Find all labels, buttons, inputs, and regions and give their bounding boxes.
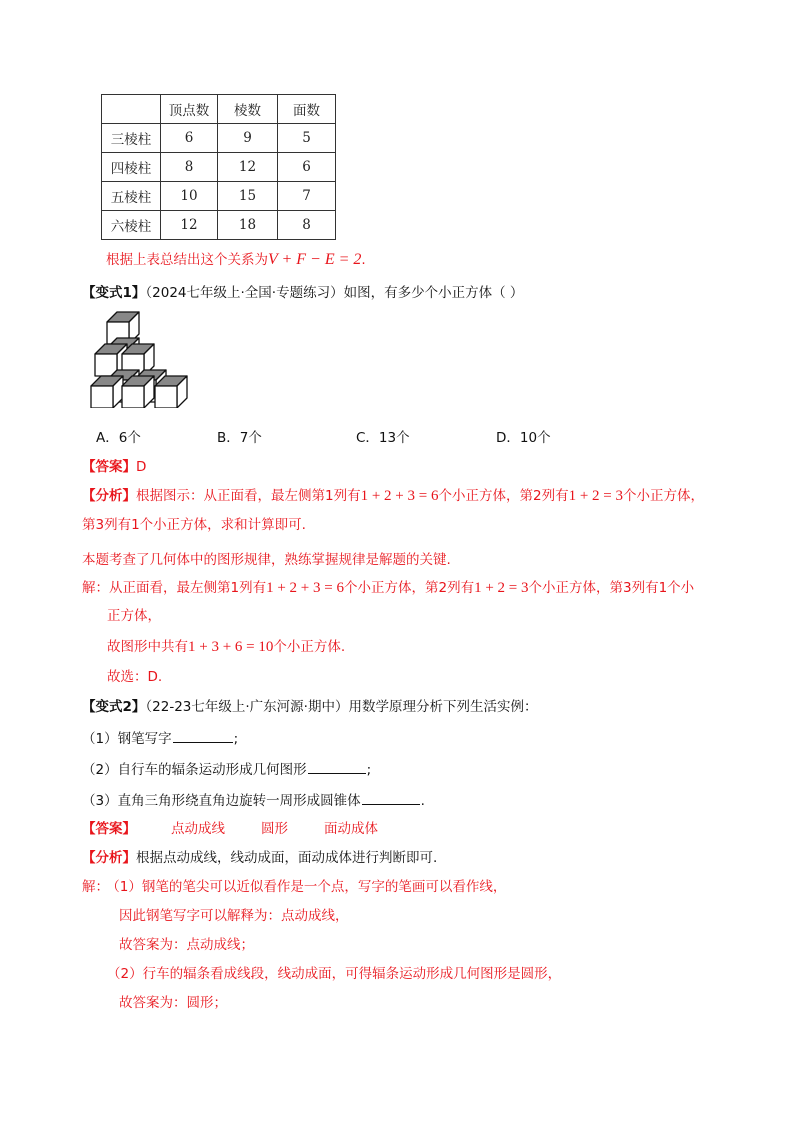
q2-item-text: （2）自行车的辐条运动形成几何图形 [82, 762, 307, 778]
q1-option-a: A．6个 [96, 430, 141, 446]
table-row [102, 124, 336, 153]
q2-solution-line2: 因此钢笔写字可以解释为：点动成线， [119, 908, 349, 924]
summary-end: . [361, 252, 366, 268]
q1-option-b: B．7个 [217, 430, 262, 446]
table-cell: 12 [218, 153, 278, 182]
table-header-cell [102, 95, 161, 124]
table-cell: 六棱柱 [102, 211, 161, 240]
q1-solution-text: 个小正方体. [273, 639, 346, 655]
q2-item-end: ; [366, 762, 372, 778]
q1-stem: 如图，有多少个小正方体（ ） [343, 285, 524, 301]
table-cell: 18 [218, 211, 278, 240]
q1-analysis-text: 个小正方体，第2列有 [438, 488, 569, 504]
q2-analysis-text: 根据点动成线，线动成面，面动成体进行判断即可. [136, 850, 438, 866]
q1-solution-text: 个小正方体，第2列有 [343, 580, 475, 596]
q2-item-text: （1）钢笔写字 [82, 731, 172, 747]
q1-answer: D [136, 459, 147, 475]
q1-solution-formula: 1 + 2 + 3 = 6 [266, 580, 344, 596]
q1-analysis-text: 根据图示：从正面看，最左侧第1列有 [136, 488, 361, 504]
q1-answer-line [82, 457, 146, 477]
q1-analysis-text: 个小正方体， [623, 488, 704, 504]
q1-analysis-tag: 【分析】 [82, 488, 136, 504]
q1-analysis-formula: 1 + 2 + 3 = 6 [360, 488, 439, 504]
table-cell: 五棱柱 [102, 182, 161, 211]
q2-answer-tag: 【答案】 [82, 821, 136, 837]
table-row [102, 182, 336, 211]
q2-item-end: . [420, 793, 425, 809]
summary-line [106, 250, 366, 270]
q2-solution-line3: 故答案为：点动成线； [119, 937, 254, 953]
q2-answer-2: 圆形 [261, 821, 288, 837]
q2-tag: 【变式2】 [82, 699, 146, 715]
q1-solution-formula: 1 + 2 = 3 [474, 580, 529, 596]
table-header-row [102, 95, 336, 124]
q2-source: （22-23七年级上·广东河源·期中） [145, 699, 349, 715]
q1-analysis-line1 [82, 486, 704, 506]
q1-solution-text: 从正面看，最左侧第1列有 [109, 580, 267, 596]
q1-solution-text: 故图形中共有 [107, 639, 188, 655]
summary-formula: V + F − E = 2 [268, 251, 362, 268]
q1-header [82, 283, 523, 303]
q2-item-3 [82, 790, 425, 811]
q1-solution-line3 [107, 637, 345, 657]
q1-option-d: D．10个 [496, 430, 551, 446]
table-cell: 5 [278, 124, 336, 153]
table-cell: 6 [161, 124, 218, 153]
q2-solution-line5: 故答案为：圆形； [119, 995, 227, 1011]
q2-analysis-tag: 【分析】 [82, 850, 136, 866]
q2-analysis-line [82, 848, 437, 868]
q1-analysis-line3: 本题考查了几何体中的图形规律，熟练掌握规律是解题的关键. [82, 552, 451, 568]
q2-item-end: ; [233, 731, 239, 747]
table-cell: 8 [278, 211, 336, 240]
table-cell: 6 [278, 153, 336, 182]
q2-item-text: （3）直角三角形绕直角边旋转一周形成圆锥体 [82, 793, 361, 809]
table-cell: 四棱柱 [102, 153, 161, 182]
answer-blank [173, 728, 233, 743]
q1-tag: 【变式1】 [82, 285, 146, 301]
q1-solution-line2: 正方体， [107, 608, 161, 624]
q1-solution-formula: 1 + 3 + 6 = 10 [188, 639, 274, 655]
table-cell: 三棱柱 [102, 124, 161, 153]
table-row [102, 211, 336, 240]
q2-answer-1: 点动成线 [171, 821, 225, 837]
prism-table [101, 94, 336, 240]
q2-solution-tag: 解： [82, 879, 109, 895]
q2-item-1 [82, 728, 238, 749]
q2-answer-3: 面动成体 [324, 821, 378, 837]
table-header-cell: 棱数 [218, 95, 278, 124]
table-header-cell: 顶点数 [161, 95, 218, 124]
q2-item-2 [82, 759, 371, 780]
q1-solution-text: 个小正方体，第3列有1个小 [528, 580, 695, 596]
summary-text: 根据上表总结出这个关系为 [106, 252, 268, 268]
q2-stem: 用数学原理分析下列生活实例： [348, 699, 538, 715]
q2-answer-line [82, 819, 136, 839]
cube-bottom-middle [122, 376, 154, 408]
table-cell: 12 [161, 211, 218, 240]
table-cell: 15 [218, 182, 278, 211]
table-cell: 10 [161, 182, 218, 211]
cube-bottom-right [155, 376, 187, 408]
table-cell: 7 [278, 182, 336, 211]
q1-option-c: C．13个 [356, 430, 410, 446]
q2-header [82, 697, 537, 717]
q1-solution-line4: 故选：D. [107, 669, 163, 685]
answer-blank [362, 790, 420, 805]
table-cell: 9 [218, 124, 278, 153]
q1-analysis-formula: 1 + 2 = 3 [568, 488, 623, 504]
q2-solution-line1 [82, 877, 506, 897]
cube-stack-figure [89, 310, 201, 408]
table-header-cell: 面数 [278, 95, 336, 124]
table-cell: 8 [161, 153, 218, 182]
q1-source: （2024七年级上·全国·专题练习） [145, 285, 344, 301]
q2-solution-text: （1）钢笔的笔尖可以近似看作是一个点，写字的笔画可以看作线， [113, 879, 507, 895]
q1-solution-tag: 解： [82, 580, 109, 596]
q1-analysis-line2: 第3列有1个小正方体，求和计算即可. [82, 517, 306, 533]
table-row [102, 153, 336, 182]
q1-solution-line1 [82, 578, 694, 598]
q2-solution-line4: （2）行车的辐条看成线段，线动成面，可得辐条运动形成几何图形是圆形， [107, 966, 562, 982]
q1-answer-tag: 【答案】 [82, 459, 136, 475]
answer-blank [308, 759, 366, 774]
cube-bottom-left [91, 376, 123, 408]
